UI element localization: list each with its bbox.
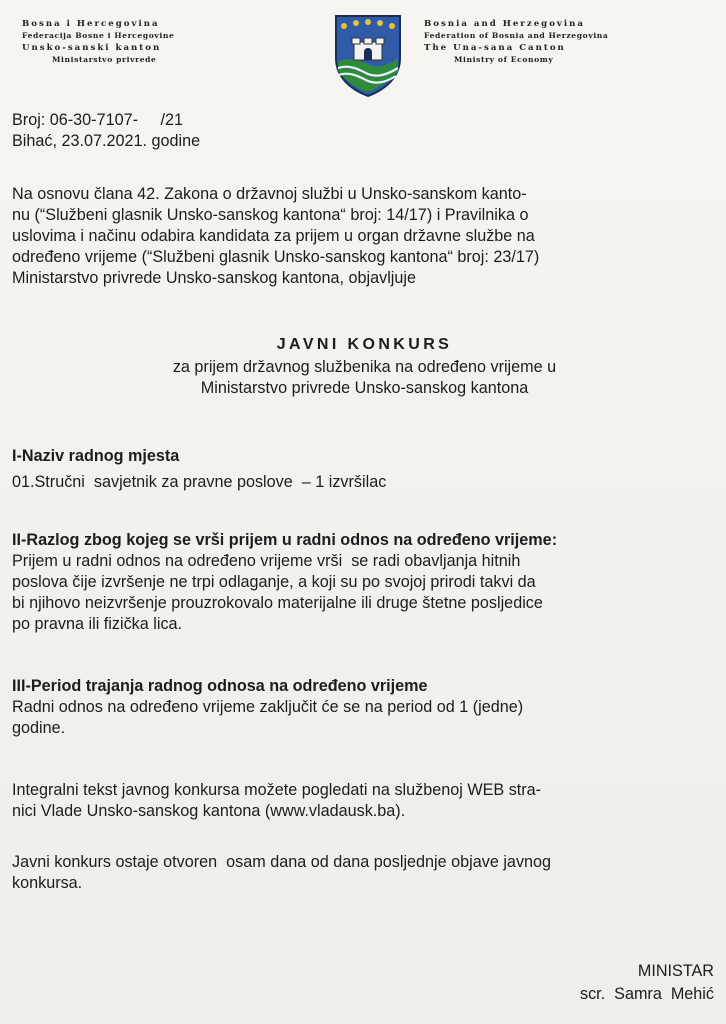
- integral-text-note: [12, 780, 717, 822]
- konkurs-heading-block: [12, 334, 717, 399]
- section-heading: II-Razlog zbog kojeg se vrši prijem u radni odnos na određeno vrijeme:: [12, 531, 558, 549]
- canton-coat-of-arms-icon: [330, 12, 406, 98]
- integral-line: nici Vlade Unsko-sanskog kantona (www.vladausk.ba).: [12, 802, 406, 820]
- letterhead-left-line: Bosna i Hercegovina: [22, 19, 160, 29]
- closing-note: [12, 852, 717, 894]
- intro-line: određeno vrijeme (“Službeni glasnik Unsko-sanskog kantona“ broj: 23/17): [12, 248, 540, 266]
- konkurs-subtitle: Ministarstvo privrede Unsko-sanskog kantona: [200, 379, 529, 397]
- letterhead-left-line: Federacija Bosne i Hercegovine: [22, 31, 175, 40]
- letterhead-right-line: Bosnia and Herzegovina: [424, 19, 586, 29]
- section-reason: [12, 530, 717, 635]
- section-heading: III-Period trajanja radnog odnosa na određeno vrijeme: [12, 677, 428, 695]
- letterhead-left-line: Ministarstvo privrede: [52, 55, 157, 64]
- reason-line: Prijem u radni odnos na određeno vrijeme vrši se radi obavljanja hitnih: [12, 552, 521, 570]
- reason-line: po pravna ili fizička lica.: [12, 615, 183, 633]
- intro-line: uslovima i načinu odabira kandidata za prijem u organ državne službe na: [12, 227, 535, 245]
- letterhead-right-line: Federation of Bosnia and Herzegovina: [424, 31, 609, 40]
- reason-line: poslova čije izvršenje ne trpi odlaganje, a koji su po svojoj prirodi takvi da: [12, 573, 536, 591]
- signature-block: [580, 960, 714, 1006]
- section-period: [12, 676, 717, 739]
- period-line: godine.: [12, 719, 66, 737]
- letterhead-left: [22, 18, 302, 66]
- signatory-title: MINISTAR: [637, 962, 714, 980]
- section-heading: I-Naziv radnog mjesta: [12, 447, 180, 465]
- integral-line: Integralni tekst javnog konkursa možete pogledati na službenoj WEB stra-: [12, 781, 542, 799]
- letterhead: [8, 10, 718, 88]
- letterhead-right-line: Ministry of Economy: [454, 55, 554, 64]
- closing-line: Javni konkurs ostaje otvoren osam dana od dana posljednje objave javnog: [12, 853, 552, 871]
- reference-number: Broj: 06-30-7107- /21: [12, 111, 183, 129]
- konkurs-subtitle: za prijem državnog službenika na određeno vrijeme u: [172, 358, 557, 376]
- signatory-name: scr. Samra Mehić: [579, 985, 714, 1003]
- letterhead-right-line: The Una-sana Canton: [424, 43, 566, 53]
- letterhead-left-line: Unsko-sanski kanton: [22, 43, 162, 53]
- reference-block: [12, 110, 717, 152]
- closing-line: konkursa.: [12, 874, 83, 892]
- period-line: Radni odnos na određeno vrijeme zaključit će se na period od 1 (jedne): [12, 698, 524, 716]
- intro-line: Na osnovu člana 42. Zakona o državnoj službi u Unsko-sanskom kanto-: [12, 185, 527, 203]
- intro-paragraph: [12, 184, 717, 289]
- position-line: 01.Stručni savjetnik za pravne poslove – 1 izvršilac: [12, 473, 387, 491]
- section-position: [12, 446, 717, 493]
- konkurs-title: JAVNI KONKURS: [276, 336, 453, 353]
- reason-line: bi njihovo neizvršenje prouzrokovalo materijalne ili druge štetne posljedice: [12, 594, 543, 612]
- intro-line: nu (“Službeni glasnik Unsko-sanskog kantona“ broj: 14/17) i Pravilnika o: [12, 206, 529, 224]
- letterhead-right: [424, 18, 704, 66]
- intro-line: Ministarstvo privrede Unsko-sanskog kantona, objavljuje: [12, 269, 416, 287]
- place-date: Bihać, 23.07.2021. godine: [12, 132, 201, 150]
